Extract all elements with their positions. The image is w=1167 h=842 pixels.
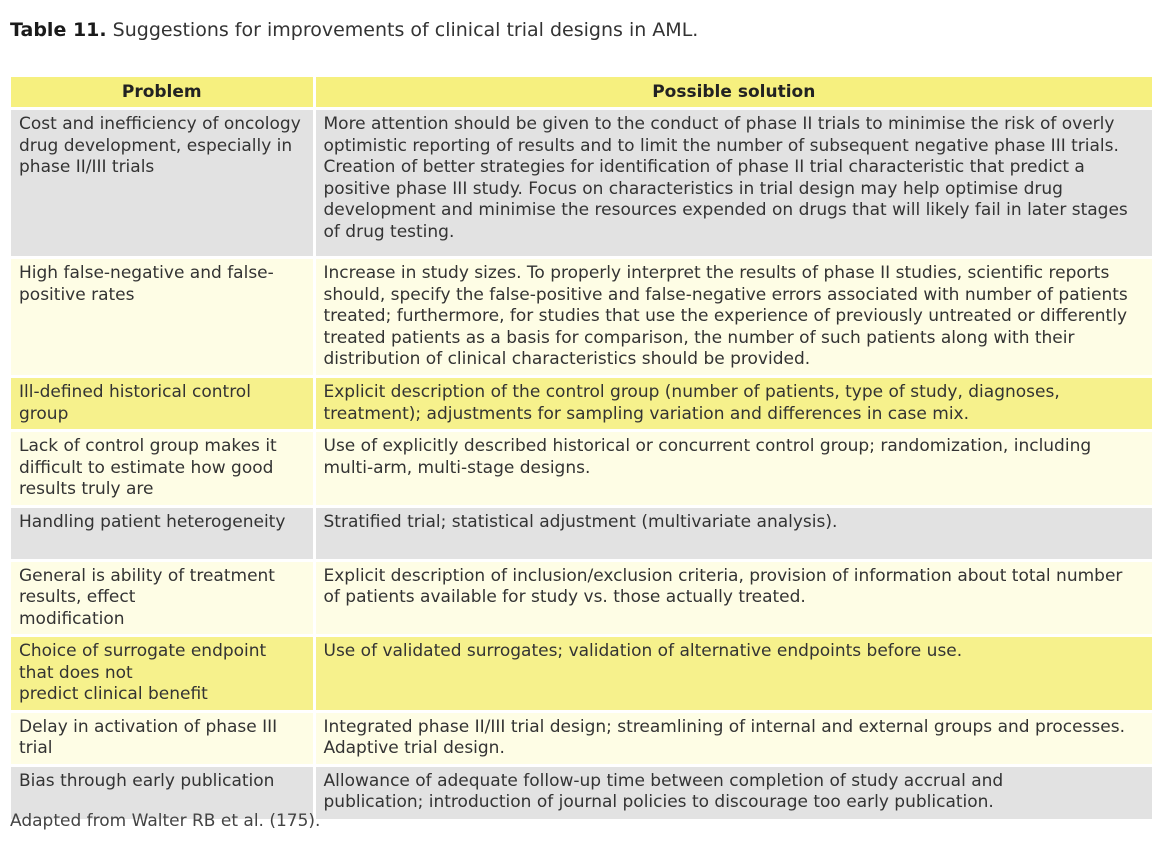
solution-cell: Integrated phase II/III trial design; streamlining of internal and external groups and processes. Adaptive trial design. [314,711,1152,765]
table-row [11,636,1152,712]
table-caption [10,17,698,43]
solution-cell: Allowance of adequate follow-up time between completion of study accrual and publication; introduction of journal policies to discourage too early publication. [314,765,1152,819]
problem-cell: Bias through early publication [11,765,314,819]
table-row [11,506,1152,560]
problem-cell: High false-negative and false-positive rates [11,258,314,377]
solution-cell: More attention should be given to the conduct of phase II trials to minimise the risk of overly optimistic reporting of results and to limit the number of subsequent negative phase III trials. Creation of better strategies for identification of phase II trial characteristic that predict a positive phase III study. Focus on characteristics in trial design may help optimise drug development and minimise the resources expended on drugs that will likely fail in later stages of drug testing. [314,109,1152,258]
improvements-table [11,75,1152,819]
header-possible-solution: Possible solution [314,76,1152,109]
problem-cell: General is ability of treatment results, effect modification [11,560,314,636]
table-row [11,431,1152,507]
solution-cell: Stratified trial; statistical adjustment (multivariate analysis). [314,506,1152,560]
solution-cell: Explicit description of inclusion/exclusion criteria, provision of information about total number of patients available for study vs. those actually treated. [314,560,1152,636]
solution-cell: Use of validated surrogates; validation of alternative endpoints before use. [314,636,1152,712]
table-number: Table 11. [10,19,107,41]
problem-cell: Ill-defined historical control group [11,377,314,431]
solution-cell: Use of explicitly described historical or concurrent control group; randomization, including multi-arm, multi-stage designs. [314,431,1152,507]
table-row [11,109,1152,258]
problem-cell: Lack of control group makes it difficult to estimate how good results truly are [11,431,314,507]
solution-cell: Explicit description of the control group (number of patients, type of study, diagnoses, treatment); adjustments for sampling variation and differences in case mix. [314,377,1152,431]
table-row [11,377,1152,431]
problem-cell: Cost and inefficiency of oncology drug development, especially in phase II/III trials [11,109,314,258]
table-footnote: Adapted from Walter RB et al. (175). [10,811,321,831]
header-problem: Problem [11,76,314,109]
problem-cell: Delay in activation of phase III trial [11,711,314,765]
problem-cell: Choice of surrogate endpoint that does not predict clinical benefit [11,636,314,712]
table-title: Suggestions for improvements of clinical trial designs in AML. [112,19,699,41]
solution-cell: Increase in study sizes. To properly interpret the results of phase II studies, scientific reports should, specify the false-positive and false-negative errors associated with number of patients treated; furthermore, for studies that use the experience of previously untreated or differently treated patients as a basis for comparison, the number of such patients along with their distribution of clinical characteristics should be provided. [314,258,1152,377]
problem-cell: Handling patient heterogeneity [11,506,314,560]
table-row [11,258,1152,377]
table-header-row [11,76,1152,109]
table-row [11,711,1152,765]
table-row [11,560,1152,636]
